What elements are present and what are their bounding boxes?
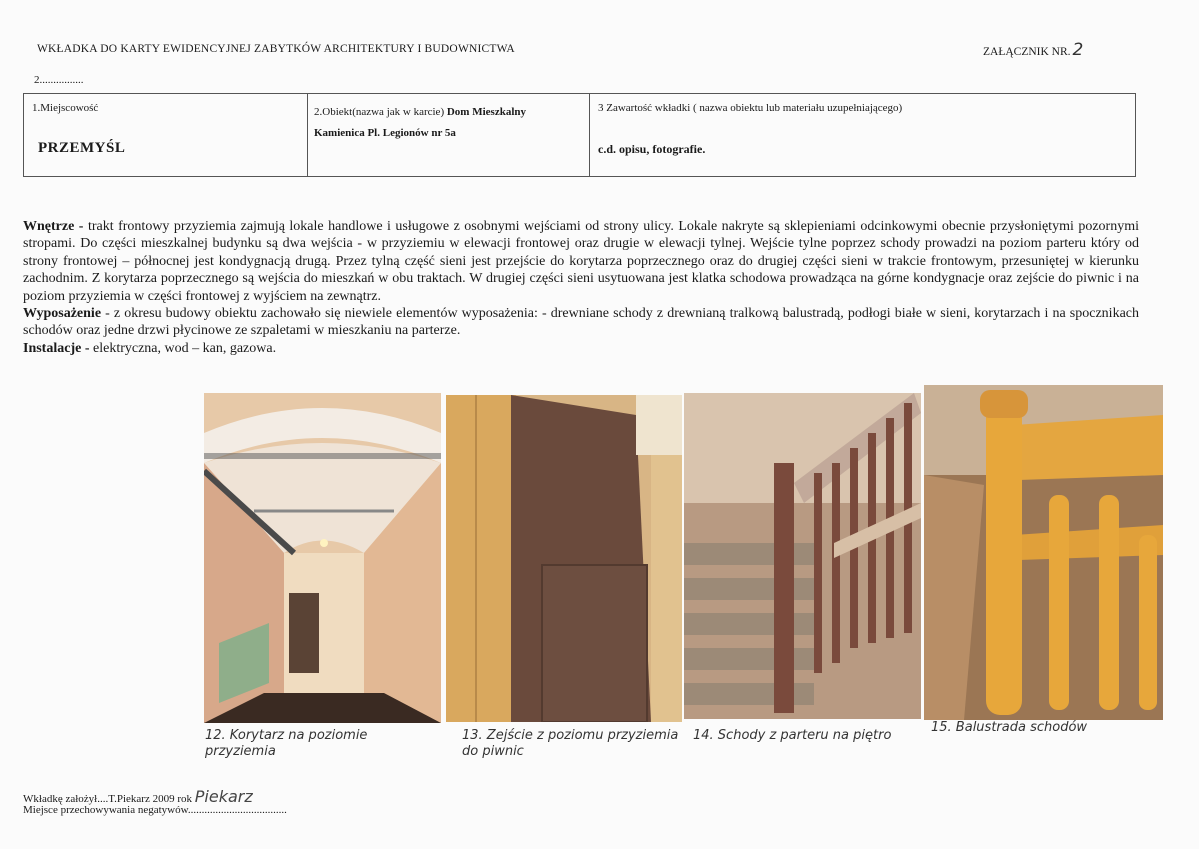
object-value-1: Dom Mieszkalny bbox=[446, 106, 526, 118]
caption-15: 15. Balustrada schodów bbox=[931, 720, 1088, 735]
object-value-2: Kamienica Pl. Legionów nr 5a bbox=[314, 127, 456, 139]
object-label-text: 2.Obiekt(nazwa jak w karcie) bbox=[314, 106, 445, 118]
balustrade-image bbox=[924, 385, 1163, 720]
object-cell bbox=[308, 94, 590, 176]
corridor-image bbox=[204, 393, 441, 723]
photo-balustrade bbox=[924, 385, 1163, 720]
installations-label: Instalacje - bbox=[23, 340, 90, 356]
photo-corridor bbox=[204, 393, 441, 723]
installations-text: elektryczna, wod – kan, gazowa. bbox=[89, 340, 277, 356]
attachment-number-value: 2 bbox=[1072, 40, 1084, 60]
locality-label: 1.Miejscowość bbox=[32, 102, 99, 114]
content-value: c.d. opisu, fotografie. bbox=[598, 142, 706, 156]
photo-strip bbox=[0, 385, 1199, 725]
sheet-number: 2................ bbox=[34, 74, 84, 86]
signature: Piekarz bbox=[194, 787, 253, 806]
interior-label: Wnętrze - bbox=[23, 219, 84, 234]
locality-cell bbox=[24, 94, 308, 176]
content-cell bbox=[590, 94, 1135, 176]
negatives-location: Miejsce przechowywania negatywów.................................... bbox=[23, 804, 287, 816]
photo-cellar-door bbox=[446, 395, 682, 722]
interior-text: trakt frontowy przyziemia zajmują lokale handlowe i usługowe z osobnymi wejściami od strony ulicy. Lokale nakryte są sklepieniami odcinkowymi obecnie przysłoniętymi pozornymi stropami. Do części mieszkalnej budynku są dwa wejścia - w przyziemiu w elewacji frontowej oraz drugie w elewacji tylnej. Wejście tylne poprzez schody prowadzi na poziom parteru który od strony frontowej – północnej jest kondygnacją drugą. Przez tylną część sieni jest przejście do korytarza poprzecznego oraz do drugiej części sieni w trakcie frontowym, przesuniętej w kierunku zachodnim. Z korytarza poprzecznego są wejścia do mieszkań w obu traktach. W drugiej części sieni usytuowana jest klatka schodowa prowadząca na górne kondygnacje oraz zejście do piwnic i na poziom przyziemia w części frontowej z wyjściem na zewnątrz. bbox=[23, 219, 1139, 304]
caption-13: 13. Zejście z poziomu przyziemia do piwnic bbox=[462, 728, 679, 759]
header-table bbox=[23, 93, 1136, 177]
object-label bbox=[314, 102, 584, 144]
cellar-door-image bbox=[446, 395, 682, 722]
content-label: 3 Zawartość wkładki ( nazwa obiektu lub materiału uzupełniającego) bbox=[598, 102, 903, 114]
locality-value: PRZEMYŚL bbox=[38, 140, 126, 156]
attachment-label: ZAŁĄCZNIK NR. bbox=[983, 46, 1071, 58]
description-text bbox=[23, 218, 1139, 357]
stairs-image bbox=[684, 393, 921, 719]
caption-12: 12. Korytarz na poziomie przyziemia bbox=[205, 728, 368, 759]
equipment-label: Wyposażenie bbox=[23, 306, 102, 322]
document-title: WKŁADKA DO KARTY EWIDENCYJNEJ ZABYTKÓW ARCHITEKTURY I BUDOWNICTWA bbox=[37, 43, 515, 55]
attachment-number bbox=[983, 40, 1083, 60]
created-by-text: Wkładkę założył....T.Piekarz 2009 rok bbox=[23, 793, 193, 805]
equipment-text: - z okresu budowy obiektu zachowało się niewiele elementów wyposażenia: - drewniane schody z drewnianą tralkową balustradą, podłogi białe w sieni, korytarzach i na spocznikach schodów oraz jedne drzwi płycinowe ze szpaletami w mieszkaniu na parterze. bbox=[23, 306, 1139, 339]
photo-stairs bbox=[684, 393, 921, 719]
caption-14: 14. Schody z parteru na piętro bbox=[693, 728, 892, 743]
